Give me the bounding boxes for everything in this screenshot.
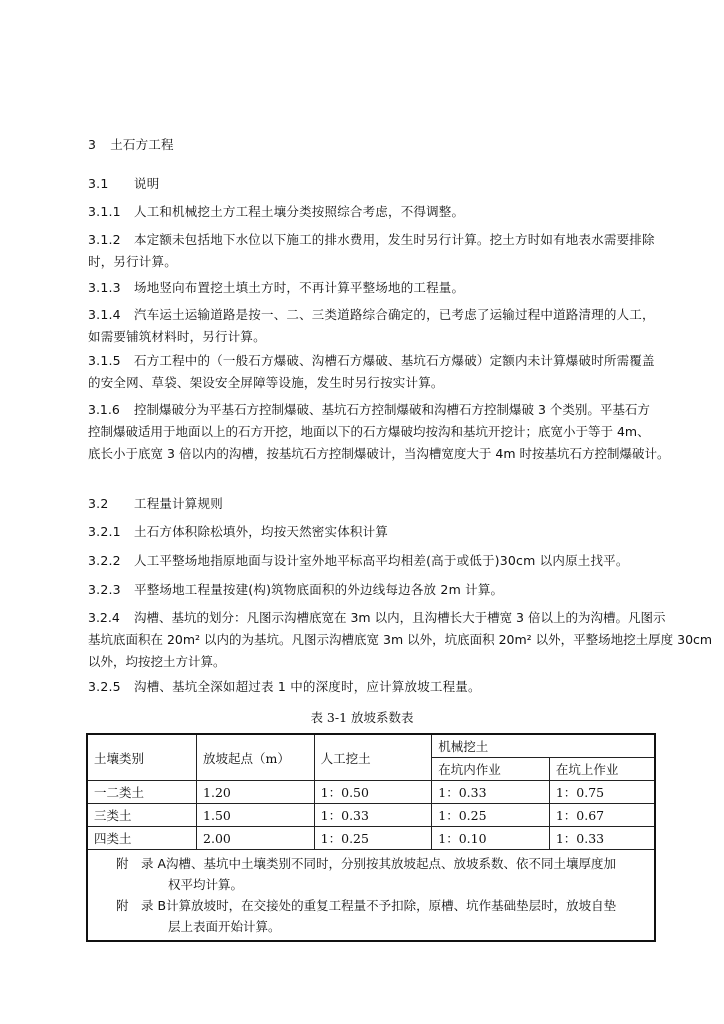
section-heading xyxy=(88,134,660,156)
clause-3-2-4: 3.2.4 沟槽、基坑的划分：凡图示沟槽底宽在 3m 以内，且沟槽长大于槽宽 3 倍以上的为沟槽。凡图示 基坑底面积在 20m² 以内的为基坑。凡图示沟槽底宽 3m 以外，坑底面积 20m² 以外，平整场地挖土厚度 30cm 以外，均按挖土方计算。 xyxy=(88,610,713,669)
slope-coefficient-table xyxy=(86,733,656,942)
header-start: 放坡起点（m） xyxy=(197,734,315,781)
clause-3-1-1: 3.1.1 人工和机械挖土方工程土壤分类按照综合考虑，不得调整。 xyxy=(88,204,465,219)
table-notes xyxy=(87,850,655,942)
table-caption: 表 3-1 放坡系数表 xyxy=(310,710,414,725)
clause-3-1-6: 3.1.6 控制爆破分为平基石方控制爆破、基坑石方控制爆破和沟槽石方控制爆破 3 个类别。平基石方 控制爆破适用于地面以上的石方开挖，地面以下的石方爆破均按沟和基坑开挖计；底宽小于等于 4m、 底长小于底宽 3 倍以内的沟槽，按基坑石方控制爆破计，当沟槽宽度大于 4m 时按基坑石方控制爆破计。 xyxy=(88,402,670,461)
clause-3-1-4: 3.1.4 汽车运土运输道路是按一、二、三类道路综合确定的，已考虑了运输过程中道路清理的人工， 如需要铺筑材料时，另行计算。 xyxy=(88,307,655,344)
clause-3-1-3: 3.1.3 场地竖向布置挖土填土方时，不再计算平整场地的工程量。 xyxy=(88,280,465,295)
section-number: 3 xyxy=(88,137,97,152)
table-row: 一二类土 1.20 1：0.50 1：0.33 1：0.75 xyxy=(87,781,655,804)
header-machine: 机械挖土 xyxy=(432,734,655,758)
clause-3-1-2: 3.1.2 本定额未包括地下水位以下施工的排水费用，发生时另行计算。挖土方时如有地表水需要排除 时，另行计算。 xyxy=(88,232,655,269)
table-row: 三类土 1.50 1：0.33 1：0.25 1：0.67 xyxy=(87,804,655,827)
clause-3-2-5: 3.2.5 沟槽、基坑全深如超过表 1 中的深度时，应计算放坡工程量。 xyxy=(88,679,481,694)
clause-3-1-5: 3.1.5 石方工程中的（一般石方爆破、沟槽石方爆破、基坑石方爆破）定额内未计算爆破时所需覆盖 的安全网、草袋、架设安全屏障等设施，发生时另行按实计算。 xyxy=(88,353,655,390)
clause-3-2-3: 3.2.3 平整场地工程量按建(构)筑物底面积的外边线每边各放 2m 计算。 xyxy=(88,582,504,597)
subsection-heading: 3.1 说明 xyxy=(88,176,160,191)
section-title: 土石方工程 xyxy=(110,137,174,152)
header-manual: 人工挖土 xyxy=(314,734,432,781)
table-header-row xyxy=(87,734,655,758)
table-row: 四类土 2.00 1：0.25 1：0.10 1：0.33 xyxy=(87,827,655,850)
header-in-pit: 在坑内作业 xyxy=(432,758,550,781)
clause-3-2-2: 3.2.2 人工平整场地指原地面与设计室外地平标高平均相差(高于或低于)30cm 以内原土找平。 xyxy=(88,553,629,568)
subsection-heading: 3.2 工程量计算规则 xyxy=(88,496,223,511)
note-b: 附 录 B计算放坡时，在交接处的重复工程量不予扣除，原槽、坑作基础垫层时，放坡自垫 层上表面开始计算。 xyxy=(116,898,617,934)
header-soil: 土壤类别 xyxy=(87,734,197,781)
note-a: 附 录 A沟槽、基坑中土壤类别不同时，分别按其放坡起点、放坡系数、依不同土壤厚度加 权平均计算。 xyxy=(116,856,617,892)
table-notes-row xyxy=(87,850,655,942)
clause-3-2-1: 3.2.1 土石方体积除松填外，均按天然密实体积计算 xyxy=(88,524,389,539)
header-on-pit: 在坑上作业 xyxy=(549,758,655,781)
